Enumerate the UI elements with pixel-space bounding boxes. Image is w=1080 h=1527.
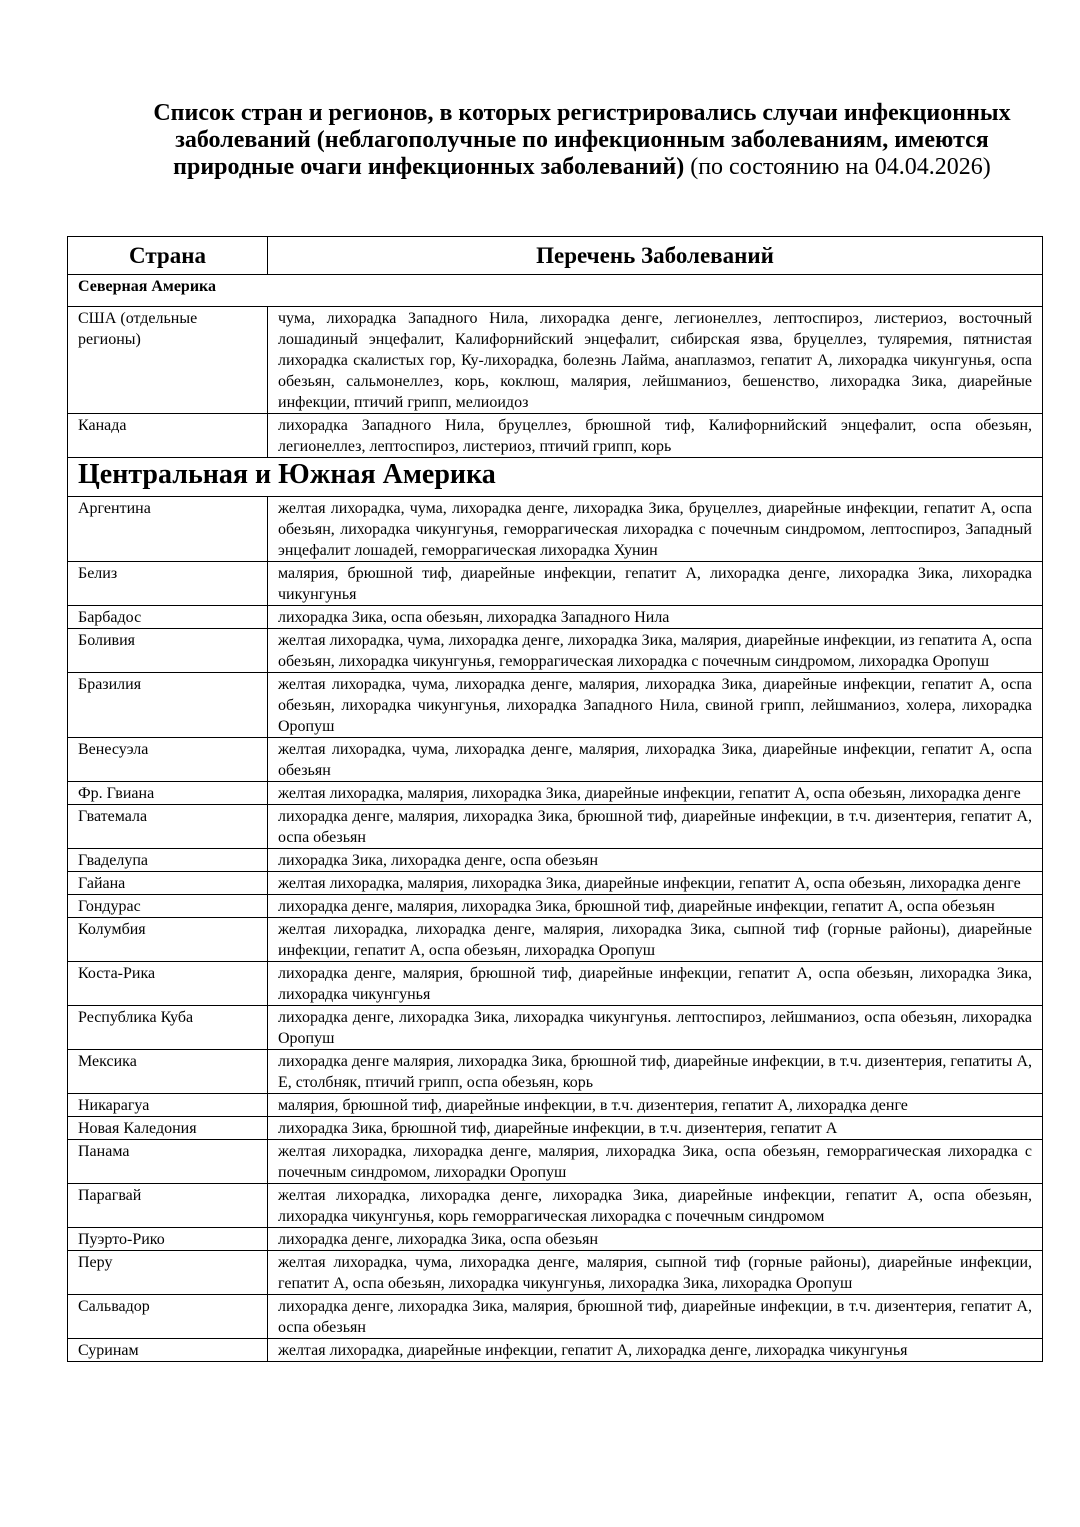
country-cell: Коста-Рика (68, 962, 268, 1006)
table-row (68, 1228, 1043, 1251)
diseases-cell: желтая лихорадка, лихорадка денге, малярия, лихорадка Зика, оспа обезьян, геморрагическая лихорадка с почечным синдромом, лихорадки Оропуш (268, 1140, 1043, 1184)
table-row (68, 962, 1043, 1006)
diseases-cell: желтая лихорадка, чума, лихорадка денге, лихорадка Зика, бруцеллез, диарейные инфекции, гепатит А, оспа обезьян, лихорадка чикунгунья, геморрагическая лихорадка с почечным синдромом, лептоспироз, Западный энцефалит лошадей, геморрагическая лихорадка Хунин (268, 497, 1043, 562)
table-row (68, 307, 1043, 414)
diseases-cell: лихорадка денге, лихорадка Зика, лихорадка чикунгунья. лептоспироз, лейшманиоз, оспа обезьян, лихорадка Оропуш (268, 1006, 1043, 1050)
diseases-cell: лихорадка денге, малярия, лихорадка Зика, брюшной тиф, диарейные инфекции, гепатит А, оспа обезьян (268, 895, 1043, 918)
diseases-cell: лихорадка денге малярия, лихорадка Зика, брюшной тиф, диарейные инфекции, в т.ч. дизентерия, гепатиты А, Е, столбняк, птичий грипп, оспа обезьян, корь (268, 1050, 1043, 1094)
region-row (68, 275, 1043, 307)
diseases-cell: чума, лихорадка Западного Нила, лихорадка денге, легионеллез, лептоспироз, листериоз, восточный лошадиный энцефалит, Калифорнийский энцефалит, сибирская язва, бруцеллез, туляремия, пятнистая лихорадка скалистых гор, Ку-лихорадка, болезнь Лайма, анаплазмоз, гепатит А, лихорадка чикунгунья, оспа обезьян, сальмонеллез, корь, коклюш, малярия, лейшманиоз, бешенство, лихорадка Зика, диарейные инфекции, птичий грипп, мелиоидоз (268, 307, 1043, 414)
region-heading: Центральная и Южная Америка (68, 458, 1043, 497)
country-cell: Парагвай (68, 1184, 268, 1228)
diseases-cell: желтая лихорадка, диарейные инфекции, гепатит А, лихорадка денге, лихорадка чикунгунья (268, 1339, 1043, 1362)
diseases-cell: желтая лихорадка, чума, лихорадка денге, лихорадка Зика, малярия, диарейные инфекции, из гепатита А, оспа обезьян, лихорадка чикунгунья, геморрагическая лихорадка с почечным синдромом, лихорадка Оропуш (268, 629, 1043, 673)
country-cell: Гватемала (68, 805, 268, 849)
country-cell: Гайана (68, 872, 268, 895)
table-row (68, 562, 1043, 606)
country-cell: Никарагуа (68, 1094, 268, 1117)
title-date: (по состоянию на 04.04.2026) (684, 154, 991, 180)
table-row (68, 1251, 1043, 1295)
table-row (68, 738, 1043, 782)
diseases-cell: лихорадка денге, малярия, лихорадка Зика, брюшной тиф, диарейные инфекции, в т.ч. дизентерия, гепатит А, оспа обезьян (268, 805, 1043, 849)
country-cell: Республика Куба (68, 1006, 268, 1050)
diseases-cell: лихорадка Зика, лихорадка денге, оспа обезьян (268, 849, 1043, 872)
table-row (68, 1094, 1043, 1117)
country-cell: Аргентина (68, 497, 268, 562)
table-row (68, 1006, 1043, 1050)
diseases-cell: лихорадка денге, лихорадка Зика, малярия, брюшной тиф, диарейные инфекции, в т.ч. дизентерия, гепатит А, оспа обезьян (268, 1295, 1043, 1339)
table-row (68, 872, 1043, 895)
table-row (68, 497, 1043, 562)
country-cell: Боливия (68, 629, 268, 673)
title-main: Список стран и регионов, в которых регистрировались случаи инфекционных заболеваний (неблагополучные по инфекционным заболеваниям, имеются природные очаги инфекционных заболеваний) (153, 100, 1011, 180)
table-row (68, 805, 1043, 849)
diseases-cell: желтая лихорадка, малярия, лихорадка Зика, диарейные инфекции, гепатит А, оспа обезьян, лихорадка денге (268, 782, 1043, 805)
country-cell: Бразилия (68, 673, 268, 738)
country-cell: Фр. Гвиана (68, 782, 268, 805)
table-row (68, 849, 1043, 872)
country-cell: Новая Каледония (68, 1117, 268, 1140)
country-cell: Пуэрто-Рико (68, 1228, 268, 1251)
country-cell: Гондурас (68, 895, 268, 918)
diseases-cell: желтая лихорадка, чума, лихорадка денге, малярия, сыпной тиф (горные районы), диарейные инфекции, гепатит А, оспа обезьян, лихорадка чикунгунья, лихорадка Зика, лихорадка Оропуш (268, 1251, 1043, 1295)
diseases-cell: желтая лихорадка, малярия, лихорадка Зика, диарейные инфекции, гепатит А, оспа обезьян, лихорадка денге (268, 872, 1043, 895)
country-cell: Колумбия (68, 918, 268, 962)
table-row (68, 782, 1043, 805)
table-row (68, 414, 1043, 458)
table-row (68, 673, 1043, 738)
country-cell: Барбадос (68, 606, 268, 629)
table-row (68, 1339, 1043, 1362)
diseases-cell: желтая лихорадка, лихорадка денге, лихорадка Зика, диарейные инфекции, гепатит А, оспа обезьян, лихорадка чикунгунья, корь геморрагическая лихорадка с почечным синдромом (268, 1184, 1043, 1228)
page-title (120, 100, 1044, 181)
country-cell: Панама (68, 1140, 268, 1184)
region-heading: Северная Америка (68, 275, 1043, 307)
country-cell: Перу (68, 1251, 268, 1295)
table-row (68, 1050, 1043, 1094)
country-cell: Канада (68, 414, 268, 458)
diseases-cell: малярия, брюшной тиф, диарейные инфекции, гепатит А, лихорадка денге, лихорадка Зика, лихорадка чикунгунья (268, 562, 1043, 606)
table-header-row (68, 237, 1043, 275)
table-row (68, 1140, 1043, 1184)
column-header-diseases: Перечень Заболеваний (268, 237, 1043, 275)
country-cell: Гваделупа (68, 849, 268, 872)
table-body (68, 275, 1043, 1362)
diseases-cell: лихорадка Зика, оспа обезьян, лихорадка Западного Нила (268, 606, 1043, 629)
country-cell: Белиз (68, 562, 268, 606)
table-row (68, 1117, 1043, 1140)
table-row (68, 918, 1043, 962)
region-row (68, 458, 1043, 497)
diseases-cell: лихорадка денге, малярия, брюшной тиф, диарейные инфекции, гепатит А, оспа обезьян, лихорадка Зика, лихорадка чикунгунья (268, 962, 1043, 1006)
column-header-country: Страна (68, 237, 268, 275)
table-row (68, 606, 1043, 629)
diseases-cell: желтая лихорадка, лихорадка денге, малярия, лихорадка Зика, сыпной тиф (горные районы), диарейные инфекции, гепатит А, оспа обезьян, лихорадка Оропуш (268, 918, 1043, 962)
country-cell: Венесуэла (68, 738, 268, 782)
disease-table (67, 236, 1043, 1362)
diseases-cell: желтая лихорадка, чума, лихорадка денге, малярия, лихорадка Зика, диарейные инфекции, гепатит А, оспа обезьян, лихорадка чикунгунья, лихорадка Западного Нила, свиной грипп, лейшманиоз, холера, лихорадка Оропуш (268, 673, 1043, 738)
country-cell: Суринам (68, 1339, 268, 1362)
table-row (68, 1295, 1043, 1339)
country-cell: Сальвадор (68, 1295, 268, 1339)
country-cell: США (отдельные регионы) (68, 307, 268, 414)
diseases-cell: лихорадка денге, лихорадка Зика, оспа обезьян (268, 1228, 1043, 1251)
diseases-cell: лихорадка Западного Нила, бруцеллез, брюшной тиф, Калифорнийский энцефалит, оспа обезьян, легионеллез, лептоспироз, листериоз, птичий грипп, корь (268, 414, 1043, 458)
table-row (68, 1184, 1043, 1228)
table-row (68, 629, 1043, 673)
diseases-cell: малярия, брюшной тиф, диарейные инфекции, в т.ч. дизентерия, гепатит А, лихорадка денге (268, 1094, 1043, 1117)
diseases-cell: желтая лихорадка, чума, лихорадка денге, малярия, лихорадка Зика, диарейные инфекции, гепатит А, оспа обезьян (268, 738, 1043, 782)
country-cell: Мексика (68, 1050, 268, 1094)
table-row (68, 895, 1043, 918)
diseases-cell: лихорадка Зика, брюшной тиф, диарейные инфекции, в т.ч. дизентерия, гепатит А (268, 1117, 1043, 1140)
